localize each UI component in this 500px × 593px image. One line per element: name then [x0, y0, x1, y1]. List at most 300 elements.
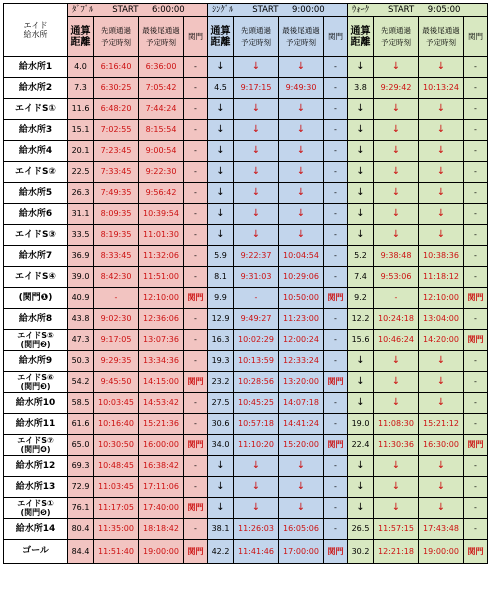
distance-cell: 33.5 — [68, 225, 94, 246]
last-time-cell: 7:44:24 — [139, 99, 184, 120]
distance-cell: 76.1 — [68, 498, 94, 519]
distance-cell: 34.0 — [208, 435, 234, 456]
lead-time-cell: 11:08:30 — [374, 414, 419, 435]
distance-cell: ↓ — [348, 183, 374, 204]
gate-cell: - — [324, 456, 348, 477]
distance-cell: 26.3 — [68, 183, 94, 204]
gate-cell: - — [324, 477, 348, 498]
schedule-row — [4, 78, 488, 99]
distance-cell: ↓ — [348, 351, 374, 372]
distance-cell: ↓ — [208, 225, 234, 246]
last-time-cell: 16:00:00 — [139, 435, 184, 456]
lead-time-cell: - — [94, 288, 139, 309]
last-time-cell: 10:13:24 — [419, 78, 464, 99]
gate-cell: - — [184, 246, 208, 267]
gate-cell: - — [464, 246, 488, 267]
station-label-line: 給水所2 — [18, 82, 53, 93]
distance-cell: 40.9 — [68, 288, 94, 309]
last-time-cell: 13:07:36 — [139, 330, 184, 351]
lead-time-cell: ↓ — [234, 204, 279, 225]
gate-cell: - — [324, 309, 348, 330]
schedule-row — [4, 309, 488, 330]
lead-time-cell: ↓ — [374, 225, 419, 246]
gate-header: 関門 — [184, 17, 208, 57]
last-time-header-line-1: 最後尾通過 — [142, 25, 180, 35]
last-time-header-line-1: 最後尾通過 — [422, 25, 460, 35]
schedule-row — [4, 456, 488, 477]
last-time-cell: 15:20:00 — [279, 435, 324, 456]
gate-cell: - — [324, 414, 348, 435]
distance-cell: ↓ — [348, 477, 374, 498]
gate-cell: 関門 — [324, 288, 348, 309]
gate-cell: - — [464, 183, 488, 204]
distance-cell: ↓ — [208, 477, 234, 498]
last-time-cell: 10:50:00 — [279, 288, 324, 309]
gate-header: 関門 — [464, 17, 488, 57]
station-label — [4, 393, 68, 414]
last-time-cell: ↓ — [419, 393, 464, 414]
gate-cell: - — [464, 162, 488, 183]
group-header-double — [68, 4, 208, 17]
distance-cell: 5.9 — [208, 246, 234, 267]
distance-cell: ↓ — [208, 456, 234, 477]
lead-time-cell: 12:21:18 — [374, 540, 419, 564]
distance-cell: ↓ — [208, 99, 234, 120]
lead-time-cell: 10:03:45 — [94, 393, 139, 414]
schedule-row — [4, 414, 488, 435]
distance-cell: 15.1 — [68, 120, 94, 141]
gate-cell: 関門 — [324, 540, 348, 564]
gate-cell: - — [464, 498, 488, 519]
group-name: ﾀﾞﾌﾞﾙ — [72, 4, 94, 15]
last-time-cell: ↓ — [419, 204, 464, 225]
last-time-cell: 11:01:30 — [139, 225, 184, 246]
gate-cell: - — [324, 99, 348, 120]
gate-cell: - — [184, 393, 208, 414]
schedule-row — [4, 330, 488, 351]
distance-cell: 65.0 — [68, 435, 94, 456]
lead-time-cell: 7:02:55 — [94, 120, 139, 141]
last-time-cell: 12:00:24 — [279, 330, 324, 351]
last-time-cell: 11:18:12 — [419, 267, 464, 288]
schedule-row — [4, 183, 488, 204]
distance-cell: 9.2 — [348, 288, 374, 309]
lead-time-header — [94, 17, 139, 57]
distance-cell: 31.1 — [68, 204, 94, 225]
gate-cell: - — [324, 141, 348, 162]
lead-time-header-line-1: 先頭通過 — [101, 25, 131, 35]
corner-line-2: 給水所 — [23, 30, 48, 39]
distance-cell: 80.4 — [68, 519, 94, 540]
distance-cell: ↓ — [208, 162, 234, 183]
last-time-cell: 12:36:06 — [139, 309, 184, 330]
distance-cell: 72.9 — [68, 477, 94, 498]
station-label — [4, 351, 68, 372]
station-label — [4, 141, 68, 162]
gate-cell: - — [464, 225, 488, 246]
start-time: 6:00:00 — [151, 4, 185, 15]
distance-cell: 5.2 — [348, 246, 374, 267]
station-label-line: 給水所13 — [15, 481, 56, 492]
station-label — [4, 204, 68, 225]
last-time-cell: ↓ — [419, 183, 464, 204]
distance-cell: ↓ — [348, 204, 374, 225]
distance-cell: 23.2 — [208, 372, 234, 393]
distance-cell: 8.1 — [208, 267, 234, 288]
gate-cell: - — [324, 78, 348, 99]
gate-cell: - — [184, 456, 208, 477]
lead-time-header — [374, 17, 419, 57]
distance-cell: 19.0 — [348, 414, 374, 435]
column-header-row — [4, 17, 488, 57]
lead-time-cell: ↓ — [234, 498, 279, 519]
lead-time-cell: ↓ — [374, 393, 419, 414]
distance-cell: ↓ — [348, 456, 374, 477]
distance-header-text: 通算距離 — [210, 25, 231, 48]
distance-cell: 54.2 — [68, 372, 94, 393]
lead-time-cell: 8:33:45 — [94, 246, 139, 267]
gate-cell: - — [324, 330, 348, 351]
last-time-cell: ↓ — [419, 162, 464, 183]
schedule-row — [4, 498, 488, 519]
last-time-cell: ↓ — [279, 99, 324, 120]
lead-time-cell: 10:28:56 — [234, 372, 279, 393]
lead-time-cell: ↓ — [234, 477, 279, 498]
distance-cell: 22.4 — [348, 435, 374, 456]
last-time-cell: 9:00:54 — [139, 141, 184, 162]
distance-cell: 7.3 — [68, 78, 94, 99]
last-time-cell: 11:51:00 — [139, 267, 184, 288]
last-time-cell: ↓ — [279, 225, 324, 246]
lead-time-cell: 11:17:05 — [94, 498, 139, 519]
last-time-cell: 18:18:42 — [139, 519, 184, 540]
distance-cell: ↓ — [348, 225, 374, 246]
lead-time-cell: 11:35:00 — [94, 519, 139, 540]
schedule-row — [4, 267, 488, 288]
station-label-line: エイドS③ — [14, 229, 57, 240]
distance-header-text: 通算距離 — [350, 25, 371, 48]
gate-cell: - — [184, 57, 208, 78]
gate-cell: - — [464, 267, 488, 288]
distance-cell: ↓ — [348, 99, 374, 120]
last-time-cell: 7:05:42 — [139, 78, 184, 99]
lead-time-cell: 9:29:42 — [374, 78, 419, 99]
station-label-line: 給水所1 — [18, 61, 53, 72]
distance-cell: 11.6 — [68, 99, 94, 120]
gate-cell: - — [324, 204, 348, 225]
lead-time-header — [234, 17, 279, 57]
schedule-row — [4, 225, 488, 246]
distance-cell: 61.6 — [68, 414, 94, 435]
station-label — [4, 456, 68, 477]
station-label — [4, 78, 68, 99]
gate-cell: - — [464, 477, 488, 498]
distance-cell: 12.9 — [208, 309, 234, 330]
lead-time-header-line-2: 予定時刻 — [241, 37, 271, 47]
last-time-cell: ↓ — [419, 477, 464, 498]
station-label-line: 給水所5 — [18, 187, 53, 198]
distance-header — [208, 17, 234, 57]
distance-cell: ↓ — [208, 57, 234, 78]
last-time-cell: 10:38:36 — [419, 246, 464, 267]
lead-time-cell: ↓ — [374, 120, 419, 141]
lead-time-cell: 7:23:45 — [94, 141, 139, 162]
lead-time-cell: ↓ — [234, 99, 279, 120]
station-label-line: エイドS② — [14, 166, 57, 177]
lead-time-header-line-1: 先頭通過 — [381, 25, 411, 35]
lead-time-cell: ↓ — [374, 456, 419, 477]
last-time-header — [419, 17, 464, 57]
station-label-line: (関門❷) — [20, 340, 51, 349]
last-time-cell: 14:07:18 — [279, 393, 324, 414]
gate-cell: - — [184, 351, 208, 372]
gate-cell: - — [324, 519, 348, 540]
gate-cell: - — [464, 99, 488, 120]
distance-cell: 26.5 — [348, 519, 374, 540]
schedule-row — [4, 99, 488, 120]
distance-cell: ↓ — [208, 141, 234, 162]
distance-cell: ↓ — [348, 498, 374, 519]
gate-cell: - — [324, 498, 348, 519]
start-label: START — [387, 4, 415, 15]
lead-time-cell: ↓ — [374, 162, 419, 183]
station-label — [4, 246, 68, 267]
station-label-line: ゴール — [22, 546, 49, 556]
distance-cell: 16.3 — [208, 330, 234, 351]
station-label-line: 給水所11 — [15, 418, 56, 429]
gate-cell: - — [464, 57, 488, 78]
distance-cell: ↓ — [348, 141, 374, 162]
gate-cell: - — [184, 225, 208, 246]
gate-cell: - — [464, 141, 488, 162]
station-label-line: エイドS④ — [14, 271, 57, 282]
gate-cell: 関門 — [184, 288, 208, 309]
start-time: 9:05:00 — [427, 4, 461, 15]
gate-cell: - — [184, 120, 208, 141]
distance-cell: 36.9 — [68, 246, 94, 267]
lead-time-cell: 11:10:20 — [234, 435, 279, 456]
lead-time-cell: 7:49:35 — [94, 183, 139, 204]
station-label — [4, 498, 68, 519]
last-time-header-line-2: 予定時刻 — [286, 37, 316, 47]
schedule-row — [4, 519, 488, 540]
last-time-cell: 12:10:00 — [419, 288, 464, 309]
last-time-cell: ↓ — [279, 183, 324, 204]
station-label — [4, 477, 68, 498]
lead-time-cell: 11:26:03 — [234, 519, 279, 540]
distance-cell: 27.5 — [208, 393, 234, 414]
lead-time-cell: ↓ — [374, 57, 419, 78]
lead-time-cell: ↓ — [374, 477, 419, 498]
schedule-row — [4, 435, 488, 456]
gate-cell: - — [464, 372, 488, 393]
station-label — [4, 414, 68, 435]
lead-time-cell: 8:19:35 — [94, 225, 139, 246]
gate-cell: - — [184, 309, 208, 330]
gate-cell: 関門 — [324, 372, 348, 393]
station-label-line: 給水所10 — [15, 397, 56, 408]
lead-time-cell: ↓ — [234, 141, 279, 162]
schedule-row — [4, 477, 488, 498]
station-label-line: 給水所12 — [15, 460, 56, 471]
last-time-cell: ↓ — [419, 57, 464, 78]
distance-header-text: 通算距離 — [70, 25, 91, 48]
lead-time-cell: 9:38:48 — [374, 246, 419, 267]
station-label — [4, 372, 68, 393]
distance-cell: 4.5 — [208, 78, 234, 99]
lead-time-cell: 8:09:35 — [94, 204, 139, 225]
distance-cell: ↓ — [348, 120, 374, 141]
gate-cell: 関門 — [184, 498, 208, 519]
last-time-cell: ↓ — [279, 498, 324, 519]
station-label-line: (関門❹) — [20, 445, 51, 454]
lead-time-cell: 9:53:06 — [374, 267, 419, 288]
last-time-cell: ↓ — [419, 225, 464, 246]
lead-time-cell: 9:31:03 — [234, 267, 279, 288]
schedule-row — [4, 204, 488, 225]
last-time-cell: 6:36:00 — [139, 57, 184, 78]
station-label-line: 給水所3 — [18, 124, 53, 135]
lead-time-cell: 9:17:05 — [94, 330, 139, 351]
schedule-row — [4, 120, 488, 141]
last-time-cell: 12:33:24 — [279, 351, 324, 372]
lead-time-cell: ↓ — [234, 225, 279, 246]
gate-cell: 関門 — [184, 435, 208, 456]
distance-cell: 4.0 — [68, 57, 94, 78]
gate-cell: - — [324, 246, 348, 267]
lead-time-cell: 9:45:50 — [94, 372, 139, 393]
last-time-cell: 11:23:00 — [279, 309, 324, 330]
last-time-cell: 17:00:00 — [279, 540, 324, 564]
gate-cell: 関門 — [464, 288, 488, 309]
lead-time-cell: 10:16:40 — [94, 414, 139, 435]
gate-cell: - — [464, 519, 488, 540]
last-time-cell: 15:21:12 — [419, 414, 464, 435]
lead-time-cell: 6:48:20 — [94, 99, 139, 120]
lead-time-cell: 6:16:40 — [94, 57, 139, 78]
station-label-line: 給水所8 — [18, 313, 53, 324]
gate-cell: - — [324, 183, 348, 204]
gate-cell: - — [324, 267, 348, 288]
station-label-line: (関門❸) — [20, 382, 51, 391]
station-label-line: (関門❺) — [20, 508, 51, 517]
last-time-cell: 16:05:06 — [279, 519, 324, 540]
last-time-cell: ↓ — [419, 120, 464, 141]
last-time-cell: ↓ — [279, 120, 324, 141]
start-label: START — [112, 4, 139, 15]
gate-cell: - — [464, 351, 488, 372]
lead-time-header-line-1: 先頭通過 — [241, 25, 271, 35]
last-time-cell: 17:40:00 — [139, 498, 184, 519]
distance-cell: 20.1 — [68, 141, 94, 162]
lead-time-cell: 11:03:45 — [94, 477, 139, 498]
lead-time-cell: 11:57:15 — [374, 519, 419, 540]
lead-time-header-line-2: 予定時刻 — [101, 37, 131, 47]
distance-cell: 42.2 — [208, 540, 234, 564]
start-label: START — [252, 4, 279, 15]
gate-cell: - — [464, 414, 488, 435]
distance-cell: 3.8 — [348, 78, 374, 99]
schedule-row — [4, 162, 488, 183]
lead-time-header-line-2: 予定時刻 — [381, 37, 411, 47]
lead-time-cell: 10:30:50 — [94, 435, 139, 456]
gate-cell: - — [464, 78, 488, 99]
lead-time-cell: - — [234, 288, 279, 309]
lead-time-cell: 9:49:27 — [234, 309, 279, 330]
lead-time-cell: ↓ — [234, 162, 279, 183]
group-header-single — [208, 4, 348, 17]
last-time-header-line-2: 予定時刻 — [426, 37, 456, 47]
distance-cell: ↓ — [348, 372, 374, 393]
last-time-cell: 14:20:00 — [419, 330, 464, 351]
last-time-header — [279, 17, 324, 57]
gate-cell: - — [184, 183, 208, 204]
last-time-cell: ↓ — [279, 204, 324, 225]
lead-time-cell: 7:33:45 — [94, 162, 139, 183]
distance-cell: ↓ — [208, 183, 234, 204]
station-label — [4, 540, 68, 564]
gate-cell: - — [324, 57, 348, 78]
station-label-line: エイドS⑤ — [17, 331, 54, 340]
last-time-cell: 19:00:00 — [139, 540, 184, 564]
lead-time-cell: 8:42:30 — [94, 267, 139, 288]
last-time-header-line-2: 予定時刻 — [146, 37, 176, 47]
station-label-line: エイドS⑥ — [17, 373, 54, 382]
lead-time-cell: 11:51:40 — [94, 540, 139, 564]
last-time-cell: ↓ — [279, 456, 324, 477]
last-time-cell: 8:15:54 — [139, 120, 184, 141]
last-time-cell: 14:15:00 — [139, 372, 184, 393]
gate-cell: 関門 — [464, 435, 488, 456]
station-label — [4, 183, 68, 204]
aid-station-schedule-table — [3, 3, 488, 564]
schedule-sheet — [3, 3, 488, 564]
distance-cell: 69.3 — [68, 456, 94, 477]
last-time-cell: ↓ — [279, 141, 324, 162]
lead-time-cell: ↓ — [374, 204, 419, 225]
station-label — [4, 267, 68, 288]
station-label-line: 給水所7 — [18, 250, 53, 261]
last-time-cell: ↓ — [419, 99, 464, 120]
lead-time-cell: ↓ — [234, 57, 279, 78]
last-time-cell: ↓ — [419, 456, 464, 477]
gate-cell: - — [184, 477, 208, 498]
station-label — [4, 519, 68, 540]
gate-cell: - — [464, 309, 488, 330]
last-time-cell: ↓ — [279, 477, 324, 498]
station-label — [4, 309, 68, 330]
distance-cell: 22.5 — [68, 162, 94, 183]
station-label — [4, 288, 68, 309]
gate-cell: 関門 — [184, 540, 208, 564]
station-label-line: エイドS① — [14, 103, 57, 114]
schedule-row — [4, 393, 488, 414]
lead-time-cell: 10:24:18 — [374, 309, 419, 330]
gate-header: 関門 — [324, 17, 348, 57]
lead-time-cell: ↓ — [234, 456, 279, 477]
station-label — [4, 99, 68, 120]
group-name: ｳｫｰｸ — [352, 4, 370, 15]
last-time-header — [139, 17, 184, 57]
station-label — [4, 162, 68, 183]
station-label-line: 給水所9 — [18, 355, 53, 366]
last-time-cell: 13:34:36 — [139, 351, 184, 372]
last-time-cell: ↓ — [419, 498, 464, 519]
schedule-row — [4, 141, 488, 162]
lead-time-cell: - — [374, 288, 419, 309]
distance-cell: 39.0 — [68, 267, 94, 288]
corner-line-1: エイド — [23, 21, 48, 30]
